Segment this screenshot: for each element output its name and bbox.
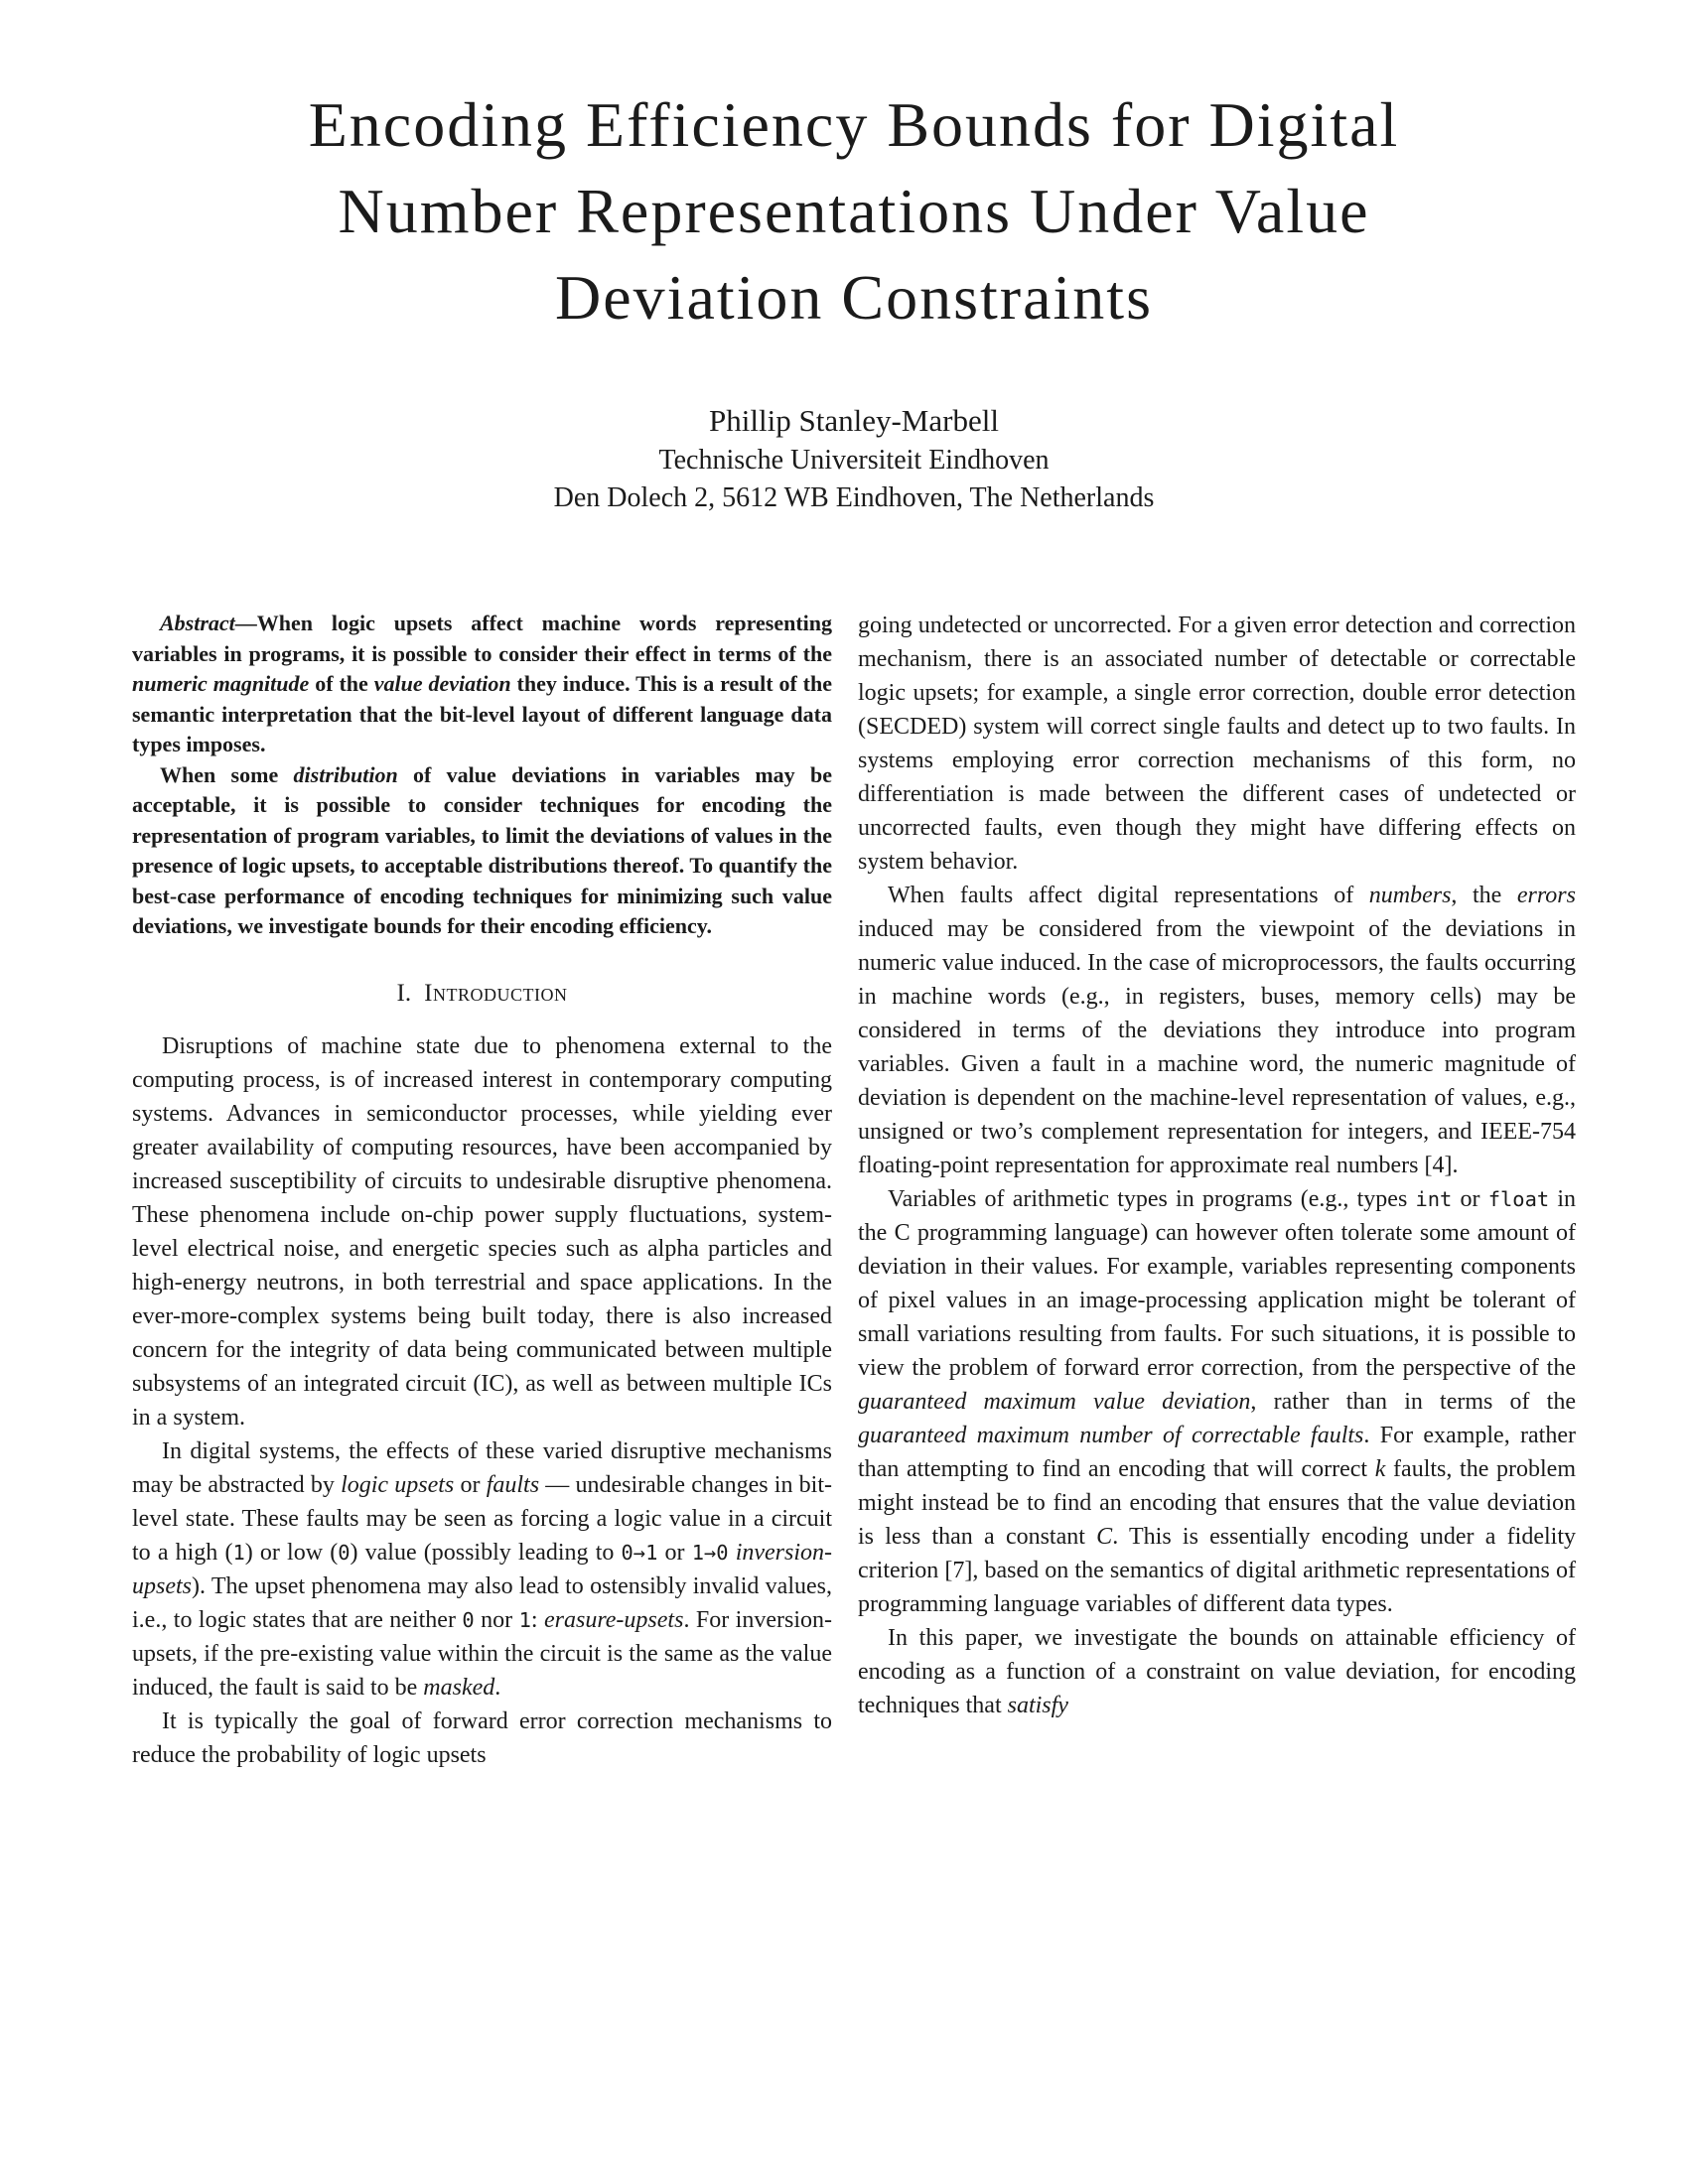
paper-title-line: Deviation Constraints xyxy=(555,262,1153,333)
author-block xyxy=(132,400,1576,517)
right-paragraph-2: When faults affect digital representations of numbers, the errors induced may be considered from the viewpoint of the deviations in numeric value induced. In the case of microprocessors, the faults occurring in machine words (e.g., in registers, buses, memory cells) may be considered in terms of the deviations they introduce into program variables. Given a fault in a machine word, the numeric magnitude of deviation is dependent on the machine-level representation of values, e.g., unsigned or two’s complement representation for integers, and IEEE-754 floating-point representation for approximate real numbers [4]. xyxy=(858,883,1576,1178)
intro-paragraph-1: Disruptions of machine state due to phenomena external to the computing process, is of increased interest in contemporary computing systems. Advances in semiconductor processes, while yielding ever greater availability of computing resources, have been accompanied by increased susceptibility of circuits to undesirable disruptive phenomena. These phenomena include on-chip power supply fluctuations, system-level electrical noise, and energetic species such as alpha particles and high-energy neutrons, in both terrestrial and space applications. In the ever-more-complex systems being built today, there is also increased concern for the integrity of data being communicated between multiple subsystems of an integrated circuit (IC), as well as between multiple ICs in a system. xyxy=(132,1032,832,1431)
author-address: Den Dolech 2, 5612 WB Eindhoven, The Netherlands xyxy=(553,482,1155,513)
section-number: I. xyxy=(396,979,412,1007)
section-heading-introduction xyxy=(132,980,832,1008)
intro-paragraph-2: In digital systems, the effects of these varied disruptive mechanisms may be abstracted by logic upsets or faults — undesirable changes in bit-level state. These faults may be seen as forcing a logic value in a circuit to a high (1) or low (0) value (possibly leading to 0→1 or 1→0 inversion-upsets). The upset phenomena may also lead to ostensibly invalid values, i.e., to logic states that are neither 0 nor 1: erasure-upsets. For inversion-upsets, if the pre-existing value within the circuit is the same as the value induced, the fault is said to be masked. xyxy=(132,1437,832,1701)
abstract-paragraph-1: Abstract—When logic upsets affect machine words representing variables in programs, it is possible to consider their effect in terms of the numeric magnitude of the value deviation they induce. This is a result of the semantic interpretation that the bit-level layout of different language data types imposes. xyxy=(132,611,833,756)
author-name: Phillip Stanley-Marbell xyxy=(709,403,999,438)
section-title: Introduction xyxy=(424,979,568,1007)
abstract-paragraph-2: When some distribution of value deviations in variables may be acceptable, it is possible to consider techniques for encoding the representation of program variables, to limit the deviations of values in the presence of logic upsets, to acceptable distributions thereof. To quantify the best-case performance of encoding techniques for minimizing such value deviations, we investigate bounds for their encoding efficiency. xyxy=(132,761,832,938)
paper-title xyxy=(162,81,1546,341)
intro-paragraph-3: It is typically the goal of forward error correction mechanisms to reduce the probability of logic upsets xyxy=(132,1707,832,1768)
two-column-body xyxy=(132,609,1576,1772)
right-column xyxy=(858,609,1576,1722)
right-paragraph-3: Variables of arithmetic types in programs (e.g., types int or float in the C programming language) can however often tolerate some amount of deviation in their values. For example, variables representing components of pixel values in an image-processing application might be tolerant of small variations resulting from faults. For such situations, it is possible to view the problem of forward error correction, from the perspective of the guaranteed maximum value deviation, rather than in terms of the guaranteed maximum number of correctable faults. For example, rather than attempting to find an encoding that will correct k faults, the problem might instead be to find an encoding that ensures that the value deviation is less than a constant C. This is essentially encoding under a fidelity criterion [7], based on the semantics of digital arithmetic representations of programming language variables of different data types. xyxy=(858,1186,1577,1617)
paper-title-line: Encoding Efficiency Bounds for Digital xyxy=(308,89,1400,160)
paper-title-line: Number Representations Under Value xyxy=(338,176,1370,246)
right-paragraph-4: In this paper, we investigate the bounds on attainable efficiency of encoding as a function of a constraint on value deviation, for encoding techniques that satisfy xyxy=(858,1625,1576,1718)
author-affiliation: Technische Universiteit Eindhoven xyxy=(658,445,1050,476)
left-column xyxy=(132,609,832,1772)
right-paragraph-1: going undetected or uncorrected. For a given error detection and correction mechanism, there is an associated number of detectable or correctable logic upsets; for example, a single error correction, double error detection (SECDED) system will correct single faults and detect up to two faults. In systems employing error correction mechanisms of this form, no differentiation is made between the different cases of undetected or uncorrected faults, even though they might have differing effects on system behavior. xyxy=(858,613,1576,875)
